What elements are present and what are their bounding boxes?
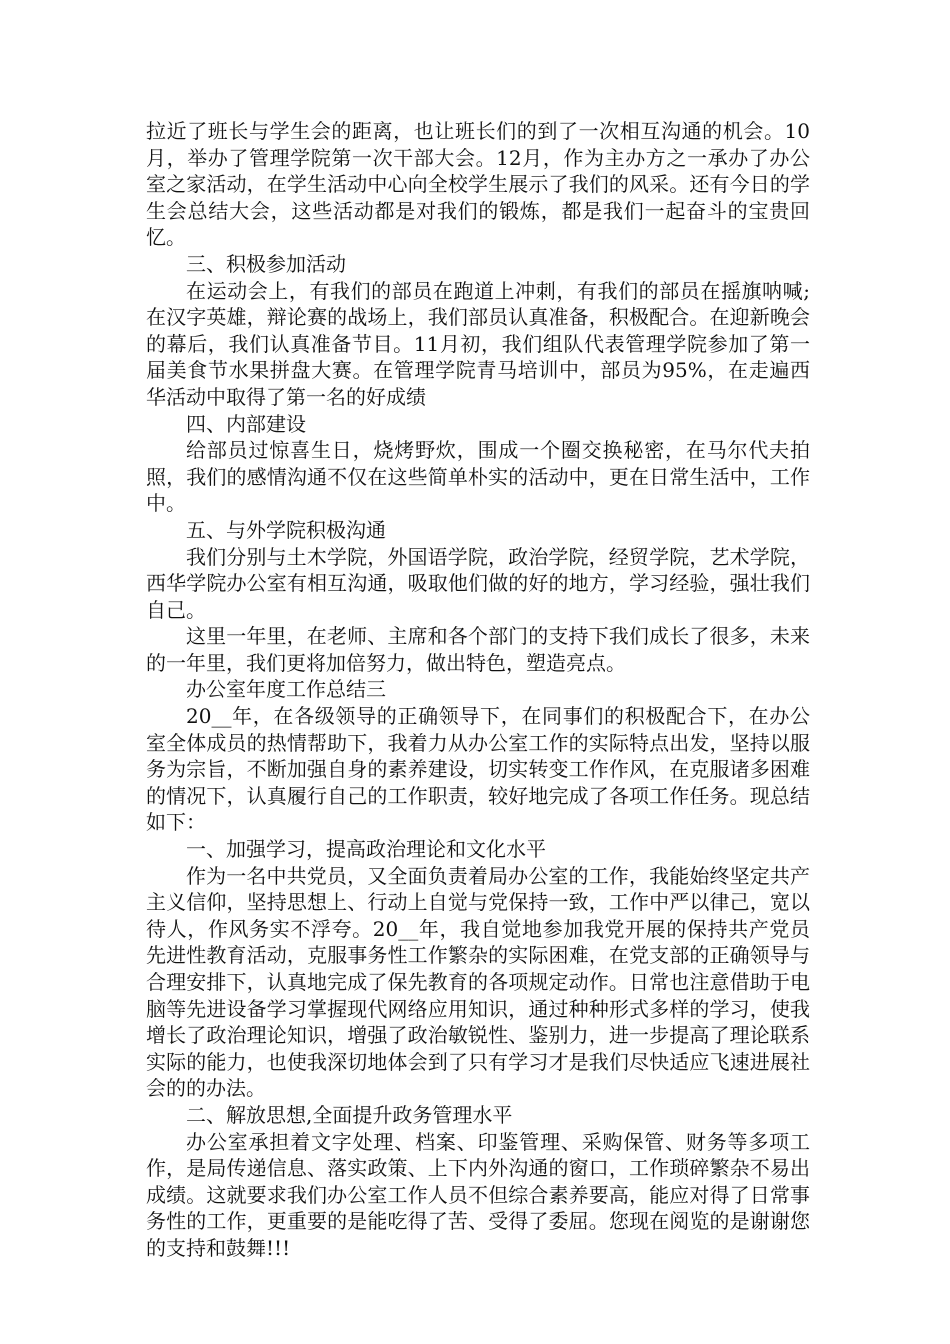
paragraph-body: 作为一名中共党员，又全面负责着局办公室的工作，我能始终坚定共产主义信仰，坚持思想上、行动上自觉与党保持一致，工作中严以律己，宽以待人，作风务实不浮夸。20__年，我自觉地参加我党开展的保持共产党员先进性教育活动，克服事务性工作繁杂的实际困难，在党支部的正确领导与合理安排下，认真地完成了保先教育的各项规定动作。日常也注意借助于电脑等先进设备学习掌握现代网络应用知识，通过种种形式多样的学习，使我增长了政治理论知识，增强了政治敏锐性、鉴别力，进一步提高了理论联系实际的能力，也使我深切地体会到了只有学习才是我们尽快适应飞速进展社会的的办法。	[146, 863, 810, 1101]
paragraph-body: 在运动会上，有我们的部员在跑道上冲刺，有我们的部员在摇旗呐喊;在汉字英雄，辩论赛的战场上，我们部员认真准备，积极配合。在迎新晚会的幕后，我们认真准备节目。11月初，我们组队代表管理学院参加了第一届美食节水果拼盘大赛。在管理学院青马培训中，部员为95%，在走遍西华活动中取得了第一名的好成绩	[146, 278, 810, 409]
paragraph-body: 办公室承担着文字处理、档案、印鉴管理、采购保管、财务等多项工作，是局传递信息、落实政策、上下内外沟通的窗口，工作琐碎繁杂不易出成绩。这就要求我们办公室工作人员不但综合素养要高，能应对得了日常事务性的工作，更重要的是能吃得了苦、受得了委屈。您现在阅览的是谢谢您的支持和鼓舞!!!	[146, 1129, 810, 1260]
section-heading-4: 四、内部建设	[186, 411, 306, 436]
paragraph-body: 20__年，在各级领导的正确领导下，在同事们的积极配合下，在办公室全体成员的热情帮助下，我着力从办公室工作的实际特点出发，坚持以服务为宗旨，不断加强自身的素养建设，切实转变工作作风，在克服诸多困难的情况下，认真履行自己的工作职责，较好地完成了各项工作任务。现总结如下：	[146, 704, 810, 835]
paragraph-body: 我们分别与土木学院，外国语学院，政治学院，经贸学院，艺术学院，西华学院办公室有相互沟通，吸取他们做的好的地方，学习经验，强壮我们自己。	[146, 544, 810, 622]
paragraph-body: 拉近了班长与学生会的距离，也让班长们的到了一次相互沟通的机会。10月，举办了管理学院第一次干部大会。12月，作为主办方之一承办了办公室之家活动，在学生活动中心向全校学生展示了我们的风采。还有今日的学生会总结大会，这些活动都是对我们的锻炼，都是我们一起奋斗的宝贵回忆。	[146, 119, 810, 250]
paragraph-body: 给部员过惊喜生日，烧烤野炊，围成一个圈交换秘密，在马尔代夫拍照，我们的感情沟通不仅在这些简单朴实的活动中，更在日常生活中，工作中。	[146, 438, 810, 516]
section-heading-5: 五、与外学院积极沟通	[186, 517, 386, 542]
section-heading-2: 二、解放思想,全面提升政务管理水平	[186, 1102, 513, 1127]
section-heading-3: 三、积极参加活动	[186, 251, 346, 276]
section-heading-1: 一、加强学习，提高政治理论和文化水平	[186, 837, 546, 862]
document-body	[146, 118, 810, 1262]
document-subtitle: 办公室年度工作总结三	[186, 677, 386, 702]
paragraph-body: 这里一年里，在老师、主席和各个部门的支持下我们成长了很多，未来的一年里，我们更将加倍努力，做出特色，塑造亮点。	[146, 624, 810, 675]
